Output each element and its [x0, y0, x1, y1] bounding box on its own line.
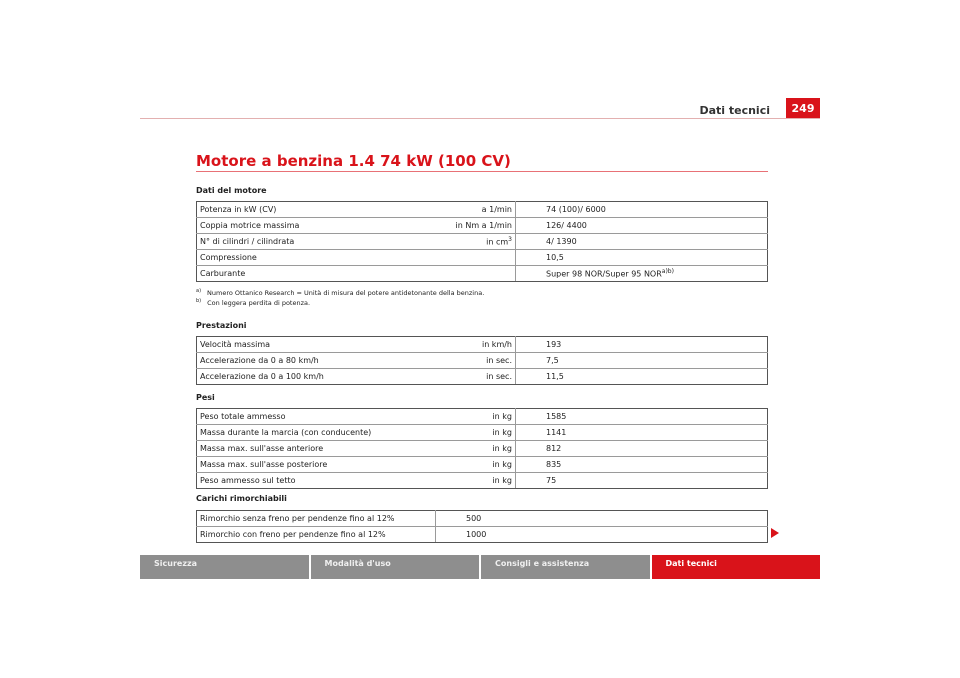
section-heading-motore: Dati del motore — [196, 186, 267, 195]
table-row — [197, 218, 768, 234]
table-row — [197, 353, 768, 369]
footer-tab-modalita-uso[interactable]: Modalità d'uso — [311, 555, 480, 579]
row-unit: in kg — [435, 409, 516, 425]
header-rule — [140, 118, 820, 119]
page-title: Motore a benzina 1.4 74 kW (100 CV) — [196, 152, 511, 170]
table-row — [197, 266, 768, 282]
row-unit: in sec. — [435, 369, 516, 385]
row-value: 835 — [516, 457, 768, 473]
row-unit: in Nm a 1/min — [435, 218, 516, 234]
row-value: 1585 — [516, 409, 768, 425]
table-row — [197, 441, 768, 457]
row-unit — [435, 266, 516, 282]
row-label: Accelerazione da 0 a 100 km/h — [197, 369, 436, 385]
row-value: 126/ 4400 — [516, 218, 768, 234]
section-heading-prestazioni: Prestazioni — [196, 321, 247, 330]
table-row — [197, 511, 768, 527]
table-row — [197, 473, 768, 489]
table-row — [197, 425, 768, 441]
footnote-mark: a) — [196, 288, 202, 294]
footer-tab-dati-tecnici[interactable]: Dati tecnici — [652, 555, 821, 579]
footer-nav — [140, 555, 820, 579]
row-label: Potenza in kW (CV) — [197, 202, 436, 218]
table-row — [197, 409, 768, 425]
footnote-text: Numero Ottanico Research = Unità di misura del potere antidetonante della benzina. — [207, 289, 485, 298]
row-unit: in kg — [435, 425, 516, 441]
row-value: 812 — [516, 441, 768, 457]
value-superscript: a)b) — [661, 268, 674, 276]
row-label: Accelerazione da 0 a 80 km/h — [197, 353, 436, 369]
row-unit: in kg — [435, 441, 516, 457]
footer-tab-consigli-assistenza[interactable]: Consigli e assistenza — [481, 555, 650, 579]
section-heading-carichi: Carichi rimorchiabili — [196, 494, 287, 503]
page-number: 249 — [786, 98, 820, 118]
row-label: Coppia motrice massima — [197, 218, 436, 234]
row-label: Carburante — [197, 266, 436, 282]
table-prestazioni — [196, 336, 768, 385]
footnote-mark: b) — [196, 298, 202, 304]
row-label: Compressione — [197, 250, 436, 266]
row-label: N° di cilindri / cilindrata — [197, 234, 436, 250]
row-value: 4/ 1390 — [516, 234, 768, 250]
row-label: Massa durante la marcia (con conducente) — [197, 425, 436, 441]
row-label: Rimorchio con freno per pendenze fino al 12% — [197, 527, 436, 543]
row-value: 1141 — [516, 425, 768, 441]
row-label: Peso ammesso sul tetto — [197, 473, 436, 489]
table-row — [197, 234, 768, 250]
row-value: 75 — [516, 473, 768, 489]
row-label: Peso totale ammesso — [197, 409, 436, 425]
row-unit: in kg — [435, 473, 516, 489]
row-unit — [435, 250, 516, 266]
row-unit: in kg — [435, 457, 516, 473]
unit-superscript: 3 — [508, 236, 512, 244]
table-motore — [196, 201, 768, 282]
row-label: Massa max. sull'asse posteriore — [197, 457, 436, 473]
table-pesi — [196, 408, 768, 489]
table-row — [197, 457, 768, 473]
footnote-text: Con leggera perdita di potenza. — [207, 299, 311, 308]
row-value: 7,5 — [516, 353, 768, 369]
table-row — [197, 369, 768, 385]
header-section-title: Dati tecnici — [699, 104, 770, 117]
row-unit: in sec. — [435, 353, 516, 369]
row-value: 11,5 — [516, 369, 768, 385]
title-rule — [196, 171, 768, 172]
row-value: 10,5 — [516, 250, 768, 266]
row-value: 1000 — [436, 527, 768, 543]
unit-text: in cm — [486, 237, 509, 247]
row-value: 74 (100)/ 6000 — [516, 202, 768, 218]
row-value — [516, 266, 768, 282]
row-unit — [435, 234, 516, 250]
footer-tab-sicurezza[interactable]: Sicurezza — [140, 555, 309, 579]
table-row — [197, 337, 768, 353]
table-row — [197, 202, 768, 218]
value-text: Super 98 NOR/Super 95 NOR — [546, 269, 662, 279]
table-carichi — [196, 510, 768, 543]
row-label: Velocità massima — [197, 337, 436, 353]
table-row — [197, 250, 768, 266]
table-row — [197, 527, 768, 543]
footnote-b — [196, 298, 310, 307]
row-value: 193 — [516, 337, 768, 353]
section-heading-pesi: Pesi — [196, 393, 215, 402]
next-page-arrow-icon[interactable] — [771, 528, 779, 538]
row-value: 500 — [436, 511, 768, 527]
row-label: Rimorchio senza freno per pendenze fino al 12% — [197, 511, 436, 527]
row-label: Massa max. sull'asse anteriore — [197, 441, 436, 457]
row-unit: in km/h — [435, 337, 516, 353]
row-unit: a 1/min — [435, 202, 516, 218]
footnote-a — [196, 288, 484, 297]
